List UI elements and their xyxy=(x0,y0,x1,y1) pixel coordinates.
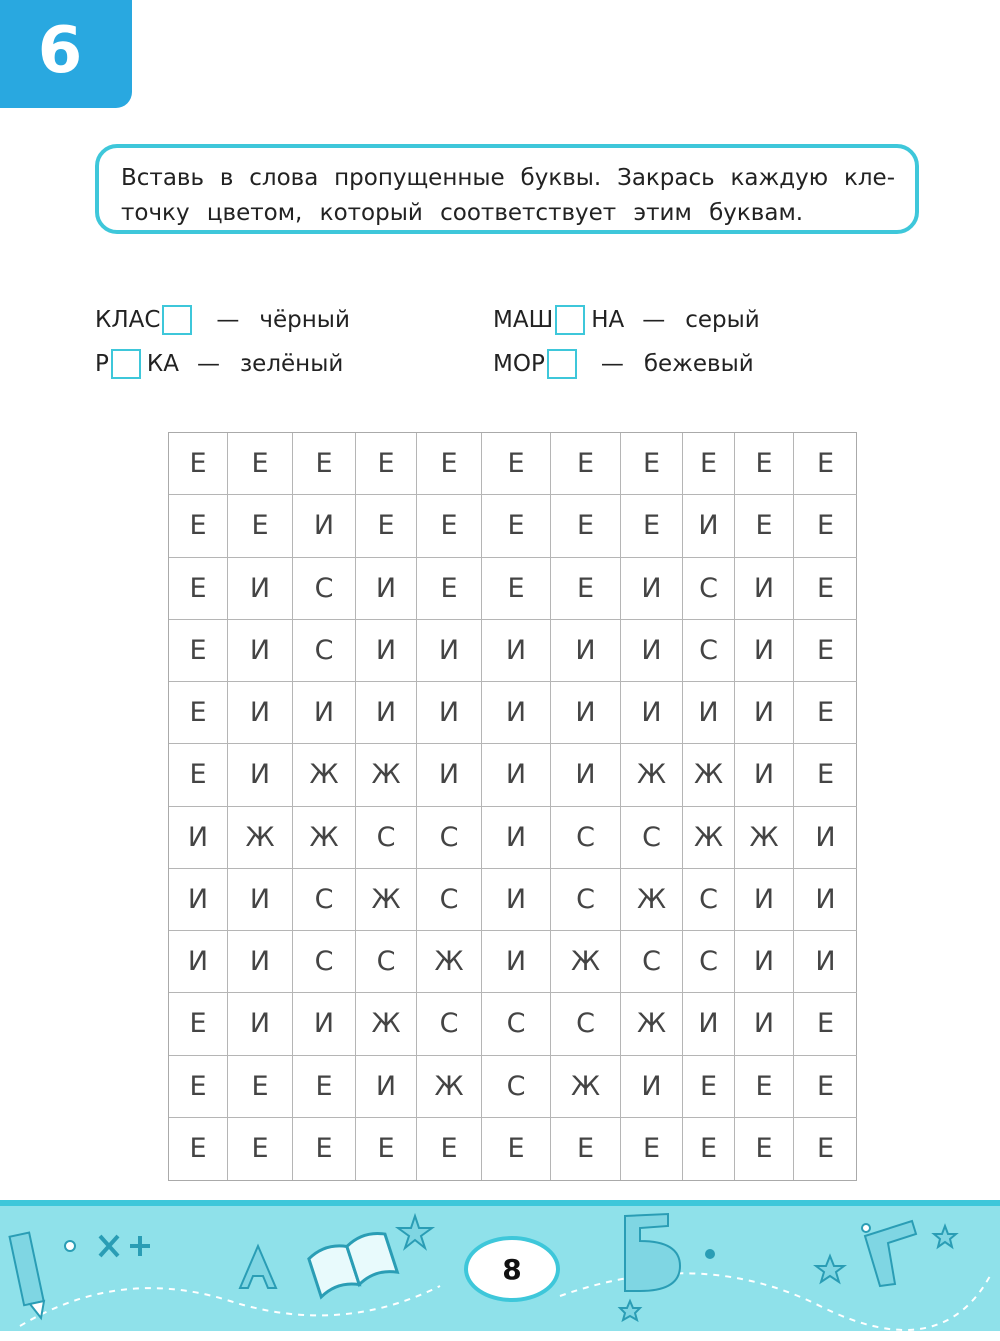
instruction-line-1: Вставь в слова пропущенные буквы. Закрась каждую кле- xyxy=(121,165,895,191)
clue-word-start: КЛАС xyxy=(95,307,161,333)
grid-cell[interactable]: Е xyxy=(169,433,228,495)
grid-cell[interactable]: С xyxy=(683,558,735,620)
grid-cell[interactable]: Ж xyxy=(228,807,293,869)
grid-cell[interactable]: И xyxy=(621,558,683,620)
grid-cell[interactable]: Ж xyxy=(417,1056,482,1118)
grid-cell[interactable]: Ж xyxy=(417,931,482,993)
clue-dash: — xyxy=(600,351,624,377)
grid-cell[interactable]: Е xyxy=(482,495,551,557)
grid-cell[interactable]: И xyxy=(356,620,417,682)
grid-cell[interactable]: Е xyxy=(356,1118,417,1180)
clue-color: чёрный xyxy=(259,307,350,333)
grid-cell[interactable]: И xyxy=(169,931,228,993)
grid-cell[interactable]: И xyxy=(228,558,293,620)
grid-cell[interactable]: С xyxy=(621,807,683,869)
grid-cell[interactable]: С xyxy=(551,807,621,869)
grid-cell[interactable]: И xyxy=(735,558,794,620)
grid-cell[interactable]: Е xyxy=(794,620,857,682)
clue-word-start: Р xyxy=(95,351,109,377)
grid-cell[interactable]: Е xyxy=(794,993,857,1055)
grid-cell[interactable]: Е xyxy=(169,1118,228,1180)
grid-cell[interactable]: И xyxy=(621,1056,683,1118)
grid-cell[interactable]: Е xyxy=(735,1118,794,1180)
grid-cell[interactable]: И xyxy=(735,744,794,806)
grid-cell[interactable]: Е xyxy=(417,1118,482,1180)
grid-cell[interactable]: И xyxy=(482,682,551,744)
grid-cell[interactable]: И xyxy=(735,869,794,931)
grid-cell[interactable]: И xyxy=(228,993,293,1055)
clue-dash: — xyxy=(196,351,220,377)
grid-cell[interactable]: С xyxy=(621,931,683,993)
grid-cell[interactable]: Е xyxy=(621,433,683,495)
math-symbols-icon xyxy=(100,1236,150,1256)
grid-cell[interactable]: Е xyxy=(169,1056,228,1118)
grid-cell[interactable]: И xyxy=(293,495,356,557)
grid-cell[interactable]: И xyxy=(169,807,228,869)
grid-cell[interactable]: Ж xyxy=(551,931,621,993)
grid-cell[interactable]: Ж xyxy=(293,744,356,806)
clue-gray xyxy=(493,305,760,335)
coloring-grid xyxy=(168,432,857,1181)
grid-cell[interactable]: Ж xyxy=(356,869,417,931)
grid-cell[interactable]: Е xyxy=(169,682,228,744)
grid-cell[interactable]: И xyxy=(228,620,293,682)
grid-cell[interactable]: Е xyxy=(169,993,228,1055)
grid-cell[interactable]: Е xyxy=(417,558,482,620)
page-number-badge xyxy=(464,1236,560,1302)
letter-be-icon xyxy=(625,1214,680,1291)
grid-cell[interactable]: Е xyxy=(228,495,293,557)
grid-cell[interactable]: Е xyxy=(683,1118,735,1180)
grid-cell[interactable]: Ж xyxy=(683,744,735,806)
clue-color: зелёный xyxy=(239,351,344,377)
grid-cell[interactable]: И xyxy=(417,620,482,682)
grid-cell[interactable]: Е xyxy=(228,1056,293,1118)
grid-cell[interactable]: И xyxy=(228,744,293,806)
grid-cell[interactable]: Ж xyxy=(356,744,417,806)
clue-word-end: НА xyxy=(591,307,625,333)
grid-cell[interactable]: Ж xyxy=(356,993,417,1055)
grid-cell[interactable]: Е xyxy=(482,1118,551,1180)
grid-cell[interactable]: Е xyxy=(794,682,857,744)
grid-cell[interactable]: Ж xyxy=(735,807,794,869)
grid-cell[interactable]: И xyxy=(417,682,482,744)
clue-black xyxy=(95,305,350,335)
grid-cell[interactable]: Е xyxy=(551,1118,621,1180)
grid-cell[interactable]: Ж xyxy=(293,807,356,869)
instruction-line-2: точку цветом, который соответствует этим буквам. xyxy=(121,200,804,226)
clue-beige xyxy=(493,349,754,379)
clue-dash: — xyxy=(642,307,666,333)
grid-cell[interactable]: Е xyxy=(794,433,857,495)
grid-cell[interactable]: С xyxy=(551,993,621,1055)
letter-blank[interactable] xyxy=(162,305,192,335)
clue-word-end: КА xyxy=(146,351,179,377)
grid-cell[interactable]: И xyxy=(293,682,356,744)
grid-cell[interactable]: И xyxy=(482,744,551,806)
grid-cell[interactable]: Е xyxy=(794,1056,857,1118)
grid-cell[interactable]: Е xyxy=(735,433,794,495)
grid-cell[interactable]: И xyxy=(356,682,417,744)
grid-cell[interactable]: Е xyxy=(169,558,228,620)
grid-cell[interactable]: Ж xyxy=(683,807,735,869)
grid-cell[interactable]: С xyxy=(683,931,735,993)
clue-word-start: МОР xyxy=(493,351,545,377)
grid-cell[interactable]: С xyxy=(683,620,735,682)
page-number: 8 xyxy=(502,1252,522,1286)
task-number-badge xyxy=(0,0,132,108)
grid-cell[interactable]: Е xyxy=(551,558,621,620)
clue-green xyxy=(95,349,343,379)
grid-cell[interactable]: И xyxy=(482,869,551,931)
grid-cell[interactable]: С xyxy=(683,869,735,931)
grid-cell[interactable]: Е xyxy=(794,744,857,806)
grid-cell[interactable]: Е xyxy=(169,620,228,682)
grid-cell[interactable]: И xyxy=(794,931,857,993)
grid-cell[interactable]: Е xyxy=(816,1133,835,1165)
grid-cell[interactable]: И xyxy=(683,682,735,744)
grid-cell[interactable]: Е xyxy=(417,495,482,557)
book-icon xyxy=(307,1229,397,1297)
grid-cell[interactable]: Е xyxy=(551,495,621,557)
grid-cell[interactable]: И xyxy=(621,620,683,682)
grid-cell[interactable]: Е xyxy=(356,495,417,557)
grid-cell[interactable]: Ж xyxy=(621,744,683,806)
grid-cell[interactable]: И xyxy=(621,682,683,744)
letter-ge-icon xyxy=(865,1221,916,1286)
grid-cell[interactable]: И xyxy=(169,869,228,931)
grid-cell[interactable]: И xyxy=(356,558,417,620)
grid-cell[interactable]: С xyxy=(417,807,482,869)
grid-cell[interactable]: С xyxy=(482,993,551,1055)
grid-cell[interactable]: И xyxy=(551,682,621,744)
grid-cell[interactable]: Е xyxy=(228,1118,293,1180)
letter-blank[interactable] xyxy=(547,349,577,379)
clue-color: бежевый xyxy=(643,351,754,377)
grid-cell[interactable]: Е xyxy=(683,1056,735,1118)
clue-word-start: МАШ xyxy=(493,307,554,333)
grid-cell[interactable]: Е xyxy=(482,558,551,620)
grid-cell[interactable]: С xyxy=(293,931,356,993)
task-number: 6 xyxy=(37,14,83,88)
grid-cell[interactable]: И xyxy=(794,869,857,931)
grid-cell[interactable]: С xyxy=(482,1056,551,1118)
letter-blank[interactable] xyxy=(555,305,585,335)
grid-cell[interactable]: С xyxy=(293,558,356,620)
grid-cell[interactable]: И xyxy=(228,931,293,993)
grid-cell[interactable]: Ж xyxy=(621,993,683,1055)
grid-cell[interactable]: Е xyxy=(683,433,735,495)
grid-cell[interactable]: С xyxy=(551,869,621,931)
grid-cell[interactable]: И xyxy=(228,869,293,931)
letter-blank[interactable] xyxy=(111,349,141,379)
grid-cell[interactable]: И xyxy=(293,993,356,1055)
grid-cell[interactable]: И xyxy=(735,682,794,744)
grid-cell[interactable]: И xyxy=(482,931,551,993)
grid-cell[interactable]: Е xyxy=(794,495,857,557)
grid-cell[interactable]: Е xyxy=(794,558,857,620)
grid-cell[interactable]: С xyxy=(293,869,356,931)
grid-cell[interactable]: Е xyxy=(293,1118,356,1180)
clue-dash: — xyxy=(216,307,240,333)
grid-cell[interactable]: И xyxy=(228,682,293,744)
grid-cell[interactable]: И xyxy=(417,744,482,806)
grid-cell[interactable]: И xyxy=(551,744,621,806)
grid-cell[interactable]: С xyxy=(417,869,482,931)
grid-cell[interactable]: Е xyxy=(621,1118,683,1180)
grid-cell[interactable]: Е xyxy=(417,433,482,495)
grid-cell[interactable]: С xyxy=(356,931,417,993)
grid-cell[interactable]: И xyxy=(794,807,857,869)
grid-cell[interactable]: Е xyxy=(482,433,551,495)
grid-cell[interactable]: Е xyxy=(735,495,794,557)
clue-color: серый xyxy=(685,307,760,333)
instruction-box xyxy=(95,144,919,234)
grid-cell[interactable]: И xyxy=(735,620,794,682)
grid-cell[interactable]: Е xyxy=(293,1056,356,1118)
grid-cell[interactable]: С xyxy=(356,807,417,869)
grid-cell[interactable]: Е xyxy=(356,433,417,495)
grid-cell[interactable]: И xyxy=(735,931,794,993)
grid-cell[interactable]: И xyxy=(683,993,735,1055)
grid-cell[interactable]: Ж xyxy=(551,1056,621,1118)
grid-cell[interactable]: Е xyxy=(551,433,621,495)
pencil-icon xyxy=(10,1233,44,1318)
grid-cell[interactable]: И xyxy=(482,807,551,869)
grid-cell[interactable]: Ж xyxy=(621,869,683,931)
grid-cell[interactable]: Е xyxy=(169,744,228,806)
grid-cell[interactable]: С xyxy=(417,993,482,1055)
grid-cell[interactable]: И xyxy=(683,495,735,557)
letter-a-icon xyxy=(240,1246,276,1288)
grid-cell[interactable]: И xyxy=(551,620,621,682)
grid-cell[interactable]: С xyxy=(293,620,356,682)
grid-cell[interactable]: Е xyxy=(735,1056,794,1118)
grid-cell[interactable]: И xyxy=(735,993,794,1055)
grid-cell[interactable]: И xyxy=(482,620,551,682)
grid-cell[interactable]: Е xyxy=(169,495,228,557)
grid-cell[interactable]: Е xyxy=(228,433,293,495)
grid-cell[interactable]: И xyxy=(356,1056,417,1118)
grid-cell[interactable]: Е xyxy=(621,495,683,557)
grid-cell[interactable]: Е xyxy=(293,433,356,495)
